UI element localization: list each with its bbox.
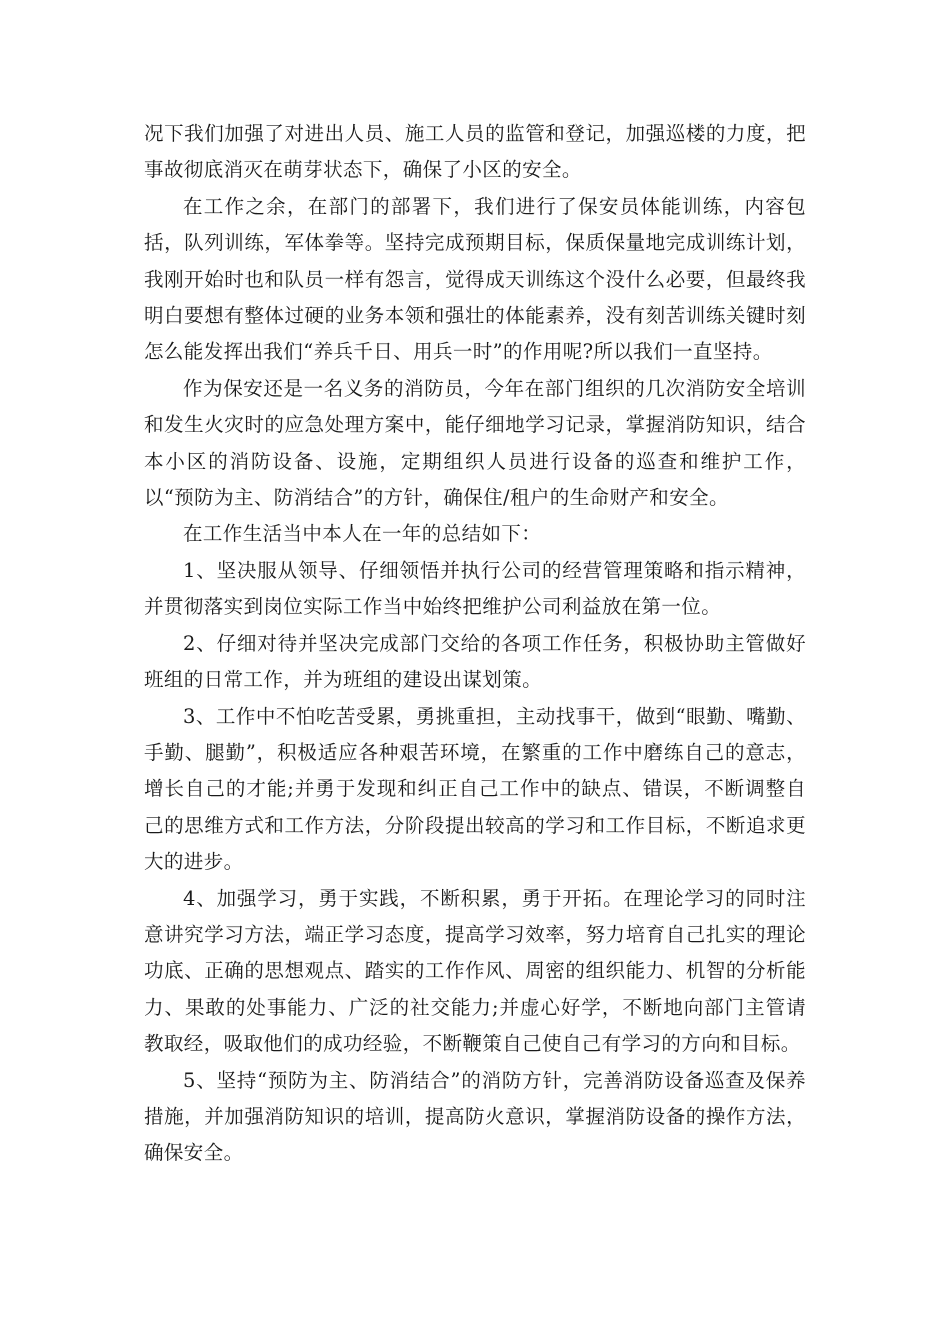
list-item-2: 2、仔细对待并坚决完成部门交给的各项工作任务，积极协助主管做好班组的日常工作，并为班组的建设出谋划策。 [144,631,806,692]
paragraph-3: 作为保安还是一名义务的消防员，今年在部门组织的几次消防安全培训和发生火灾时的应急处理方案中，能仔细地学习记录，掌握消防知识，结合本小区的消防设备、设施，定期组织人员进行设备的巡查和维护工作，以“预防为主、防消结合”的方针，确保住/租户的生命财产和安全。 [144,376,806,510]
list-item-5: 5、坚持“预防为主、防消结合”的消防方针，完善消防设备巡查及保养措施，并加强消防知识的培训，提高防火意识，掌握消防设备的操作方法，确保安全。 [144,1068,806,1165]
paragraph-2: 在工作之余，在部门的部署下，我们进行了保安员体能训练，内容包括，队列训练，军体拳等。坚持完成预期目标，保质保量地完成训练计划，我刚开始时也和队员一样有怨言，觉得成天训练这个没什么必要，但最终我明白要想有整体过硬的业务本领和强壮的体能素养，没有刻苦训练关键时刻怎么能发挥出我们“养兵千日、用兵一时”的作用呢?所以我们一直坚持。 [144,194,806,364]
document-body [144,116,806,1172]
list-item-4: 4、加强学习，勇于实践，不断积累，勇于开拓。在理论学习的同时注意讲究学习方法，端正学习态度，提高学习效率，努力培育自己扎实的理论功底、正确的思想观点、踏实的工作作风、周密的组织能力、机智的分析能力、果敢的处事能力、广泛的社交能力;并虚心好学，不断地向部门主管请教取经，吸取他们的成功经验，不断鞭策自己使自己有学习的方向和目标。 [144,886,806,1056]
paragraph-1: 况下我们加强了对进出人员、施工人员的监管和登记，加强巡楼的力度，把事故彻底消灭在萌芽状态下，确保了小区的安全。 [144,122,806,182]
list-item-1: 1、坚决服从领导、仔细领悟并执行公司的经营管理策略和指示精神，并贯彻落实到岗位实际工作当中始终把维护公司利益放在第一位。 [144,558,806,619]
paragraph-4: 在工作生活当中本人在一年的总结如下： [183,522,542,546]
list-item-3: 3、工作中不怕吃苦受累，勇挑重担，主动找事干，做到“眼勤、嘴勤、手勤、腿勤”，积极适应各种艰苦环境，在繁重的工作中磨练自己的意志，增长自己的才能;并勇于发现和纠正自己工作中的缺点、错误，不断调整自己的思维方式和工作方法，分阶段提出较高的学习和工作目标，不断追求更大的进步。 [144,704,806,874]
